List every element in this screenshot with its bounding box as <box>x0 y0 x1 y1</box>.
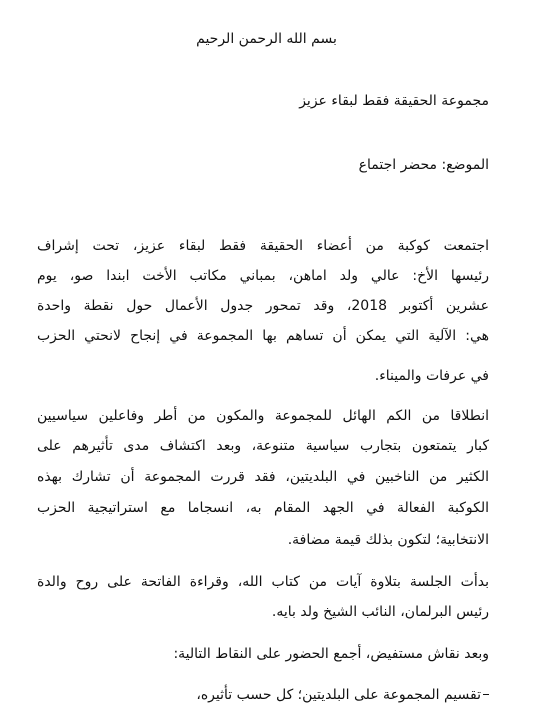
group-name: مجموعة الحقيقة فقط لبقاء عزيز <box>299 93 489 109</box>
bullet-text: تقسيم المجموعة على البلديتين؛ كل حسب تأثيره، <box>196 687 481 703</box>
paragraph-line: في عرفات والميناء. <box>374 368 489 384</box>
paragraph-line: اجتمعت كوكبة من أعضاء الحقيقة فقط لبقاء عزيز، تحت إشراف <box>37 238 489 254</box>
paragraph-4: وبعد نقاش مستفيض، أجمع الحضور على النقاط التالية: <box>173 646 489 662</box>
paragraph-line: رئيسها الأخ: عالي ولد اماهن، بمباني مكاتب الأخت ابندا صو، يوم <box>37 268 489 284</box>
paragraph-line: عشرين أكتوبر 2018، وقد تمحور جدول الأعمال حول نقطة واحدة <box>37 298 490 314</box>
paragraph-line: انطلاقا من الكم الهائل للمجموعة والمكون من أطر وفاعلين سياسيين <box>37 408 489 424</box>
bullet-item <box>196 686 489 704</box>
paragraph-line: الكثير من الناخبين في البلديتين، فقد قررت المجموعة أن تشارك بهذه <box>37 469 489 485</box>
paragraph-line: بدأت الجلسة بتلاوة آيات من كتاب الله، وقراءة الفاتحة على روح والدة <box>37 574 489 590</box>
subject-line: الموضع: محضر اجتماع <box>358 157 489 173</box>
paragraph-line: هي: الآلية التي يمكن أن تساهم بها المجموعة في إنجاح لانحتي الحزب <box>37 328 489 344</box>
basmala-heading: بسم الله الرحمن الرحيم <box>196 31 337 47</box>
paragraph-line: الانتخابية؛ لتكون بذلك قيمة مضافة. <box>287 532 489 548</box>
paragraph-line: كبار يتمتعون بتجارب سياسية متنوعة، وبعد اكتشاف مدى تأثيرهم على <box>37 438 489 454</box>
paragraph-line: رئيس البرلمان، النائب الشيخ ولد بايه. <box>271 604 489 620</box>
bullet-dash-icon <box>483 694 489 695</box>
paragraph-line: الكوكبة الفعالة في الجهد المقام به، انسجاما مع استراتيجية الحزب <box>37 500 489 516</box>
